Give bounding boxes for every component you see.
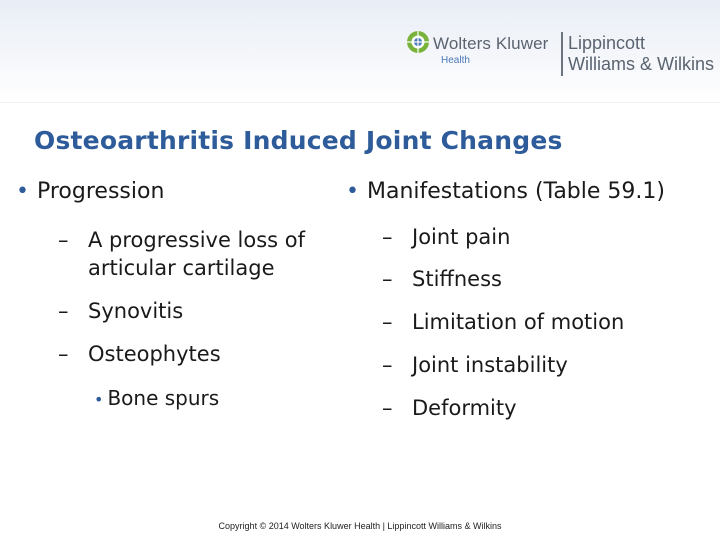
bullet-dot-icon: • [16,179,29,204]
sub-bullet-osteophytes [58,340,221,368]
logo-divider [561,32,563,76]
slide-title: Osteoarthritis Induced Joint Changes [34,126,563,155]
publisher-line-2: Williams & Wilkins [568,54,714,74]
dash-icon: – [58,228,69,252]
sub-bullet-osteophytes-label: Osteophytes [88,342,221,366]
publisher-logo [406,30,716,80]
sub-sub-bullet-bone-spurs-label: Bone spurs [107,386,220,410]
sub-bullet-cartilage-line1: A progressive loss of [88,228,306,252]
bullet-dot-icon: • [94,390,104,409]
dash-icon: – [58,299,69,323]
publisher-line-1: Lippincott [568,33,646,53]
sub-bullet-deformity [382,394,517,422]
sub-bullet-synovitis [58,297,183,325]
sub-bullet-limitation-label: Limitation of motion [412,310,625,334]
brand-sub: Health [441,55,470,66]
sub-bullet-cartilage-line2: articular cartilage [88,256,275,280]
sub-sub-bullet-bone-spurs [94,386,219,410]
dash-icon: – [382,267,393,291]
sub-bullet-joint-pain-label: Joint pain [412,225,511,249]
sub-bullet-cartilage [58,226,305,254]
brand-name: Wolters Kluwer [433,34,549,53]
sub-bullet-instability [382,351,568,379]
header-divider [0,102,720,103]
bullet-dot-icon: • [346,179,359,204]
sub-bullet-stiffness-label: Stiffness [412,267,502,291]
sub-bullet-limitation [382,308,624,336]
sub-bullet-synovitis-label: Synovitis [88,299,184,323]
bullet-progression-label: Progression [36,179,165,204]
dash-icon: – [58,342,69,366]
dash-icon: – [382,225,393,249]
sub-bullet-joint-pain [382,223,510,251]
sub-bullet-deformity-label: Deformity [412,396,517,420]
bullet-manifestations-label: Manifestations (Table 59.1) [366,179,665,204]
dash-icon: – [382,310,393,334]
bullet-manifestations [346,179,665,204]
copyright-footer: Copyright © 2014 Wolters Kluwer Health | Lippincott Williams & Wilkins [218,521,502,531]
dash-icon: – [382,353,393,377]
wolters-kluwer-logo-icon [406,30,430,54]
dash-icon: – [382,396,393,420]
sub-bullet-stiffness [382,265,502,293]
bullet-progression [16,179,164,204]
sub-bullet-instability-label: Joint instability [412,353,568,377]
